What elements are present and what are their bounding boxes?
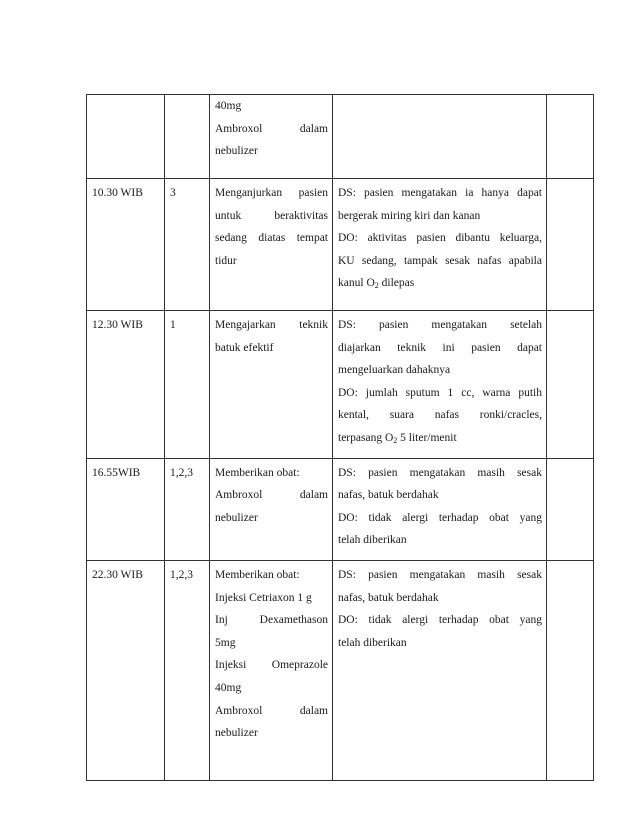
action-line: Ambroxol dalam bbox=[215, 704, 328, 717]
diagnosis-number-cell: 1 bbox=[165, 311, 210, 459]
nursing-implementation-table bbox=[86, 94, 594, 781]
signature-cell bbox=[547, 95, 594, 179]
action-line: Injeksi Omeprazole bbox=[215, 659, 328, 672]
response-line: bergerak miring kiri dan kanan bbox=[338, 209, 481, 222]
action-cell bbox=[210, 311, 333, 459]
response-line: KU sedang, tampak sesak nafas apabila bbox=[338, 254, 542, 267]
action-line: sedang diatas tempat bbox=[215, 232, 328, 245]
response-line: DS: pasien mengatakan masih sesak bbox=[338, 466, 542, 479]
response-line: DS: pasien mengatakan masih sesak bbox=[338, 568, 542, 581]
response-line: mengeluarkan dahaknya bbox=[338, 364, 451, 377]
action-cell bbox=[210, 458, 333, 560]
table-row bbox=[87, 458, 594, 560]
response-line: nafas, batuk berdahak bbox=[338, 591, 439, 604]
action-line: nebulizer bbox=[215, 145, 258, 158]
signature-cell bbox=[547, 311, 594, 459]
response-line: kental, suara nafas ronki/cracles, bbox=[338, 409, 542, 422]
time-cell: 16.55WIB bbox=[87, 458, 165, 560]
action-line: untuk beraktivitas bbox=[215, 209, 328, 222]
response-line: DO: jumlah sputum 1 cc, warna putih bbox=[338, 386, 542, 399]
response-cell bbox=[333, 458, 547, 560]
table-row bbox=[87, 311, 594, 459]
response-cell bbox=[333, 179, 547, 311]
table-row bbox=[87, 560, 594, 780]
response-line: DS: pasien mengatakan setelah bbox=[338, 319, 542, 331]
action-line: 40mg bbox=[215, 100, 242, 112]
action-cell bbox=[210, 179, 333, 311]
response-line: DS: pasien mengatakan ia hanya dapat bbox=[338, 187, 542, 199]
diagnosis-number-cell: 1,2,3 bbox=[165, 560, 210, 780]
action-line: Memberikan obat: bbox=[215, 466, 300, 479]
response-line: terpasang $O_2$ 5 liter/menit bbox=[338, 431, 457, 445]
response-cell bbox=[333, 311, 547, 459]
response-line: DO: tidak alergi terhadap obat yang bbox=[338, 511, 542, 524]
action-line: batuk efektif bbox=[215, 341, 274, 354]
time-cell bbox=[87, 95, 165, 179]
table-row bbox=[87, 95, 594, 179]
action-line: Memberikan obat: bbox=[215, 568, 300, 581]
table-row bbox=[87, 179, 594, 311]
signature-cell bbox=[547, 458, 594, 560]
time-cell: 22.30 WIB bbox=[87, 560, 165, 780]
response-line: nafas, batuk berdahak bbox=[338, 489, 439, 502]
action-line: 5mg bbox=[215, 636, 236, 649]
action-line: nebulizer bbox=[215, 511, 258, 524]
response-cell bbox=[333, 95, 547, 179]
time-cell: 10.30 WIB bbox=[87, 179, 165, 311]
action-line: Inj Dexamethason bbox=[215, 614, 328, 627]
action-line: Mengajarkan teknik bbox=[215, 319, 328, 331]
time-cell: 12.30 WIB bbox=[87, 311, 165, 459]
response-line: telah diberikan bbox=[338, 636, 407, 649]
action-line: tidur bbox=[215, 254, 237, 267]
action-line: Menganjurkan pasien bbox=[215, 187, 328, 199]
action-line: Ambroxol dalam bbox=[215, 122, 328, 135]
response-line: DO: tidak alergi terhadap obat yang bbox=[338, 614, 542, 627]
diagnosis-number-cell bbox=[165, 95, 210, 179]
signature-cell bbox=[547, 179, 594, 311]
response-cell bbox=[333, 560, 547, 780]
table-body bbox=[87, 95, 594, 781]
response-line: telah diberikan bbox=[338, 534, 407, 547]
action-line: Injeksi Cetriaxon 1 g bbox=[215, 591, 312, 604]
response-line: diajarkan teknik ini pasien dapat bbox=[338, 341, 542, 354]
response-line: DO: aktivitas pasien dibantu keluarga, bbox=[338, 232, 542, 245]
action-cell bbox=[210, 560, 333, 780]
signature-cell bbox=[547, 560, 594, 780]
diagnosis-number-cell: 1,2,3 bbox=[165, 458, 210, 560]
action-line: nebulizer bbox=[215, 727, 258, 740]
action-line: Ambroxol dalam bbox=[215, 489, 328, 502]
response-line: kanul $O_2$ dilepas bbox=[338, 277, 415, 291]
action-cell bbox=[210, 95, 333, 179]
action-line: 40mg bbox=[215, 681, 242, 694]
diagnosis-number-cell: 3 bbox=[165, 179, 210, 311]
